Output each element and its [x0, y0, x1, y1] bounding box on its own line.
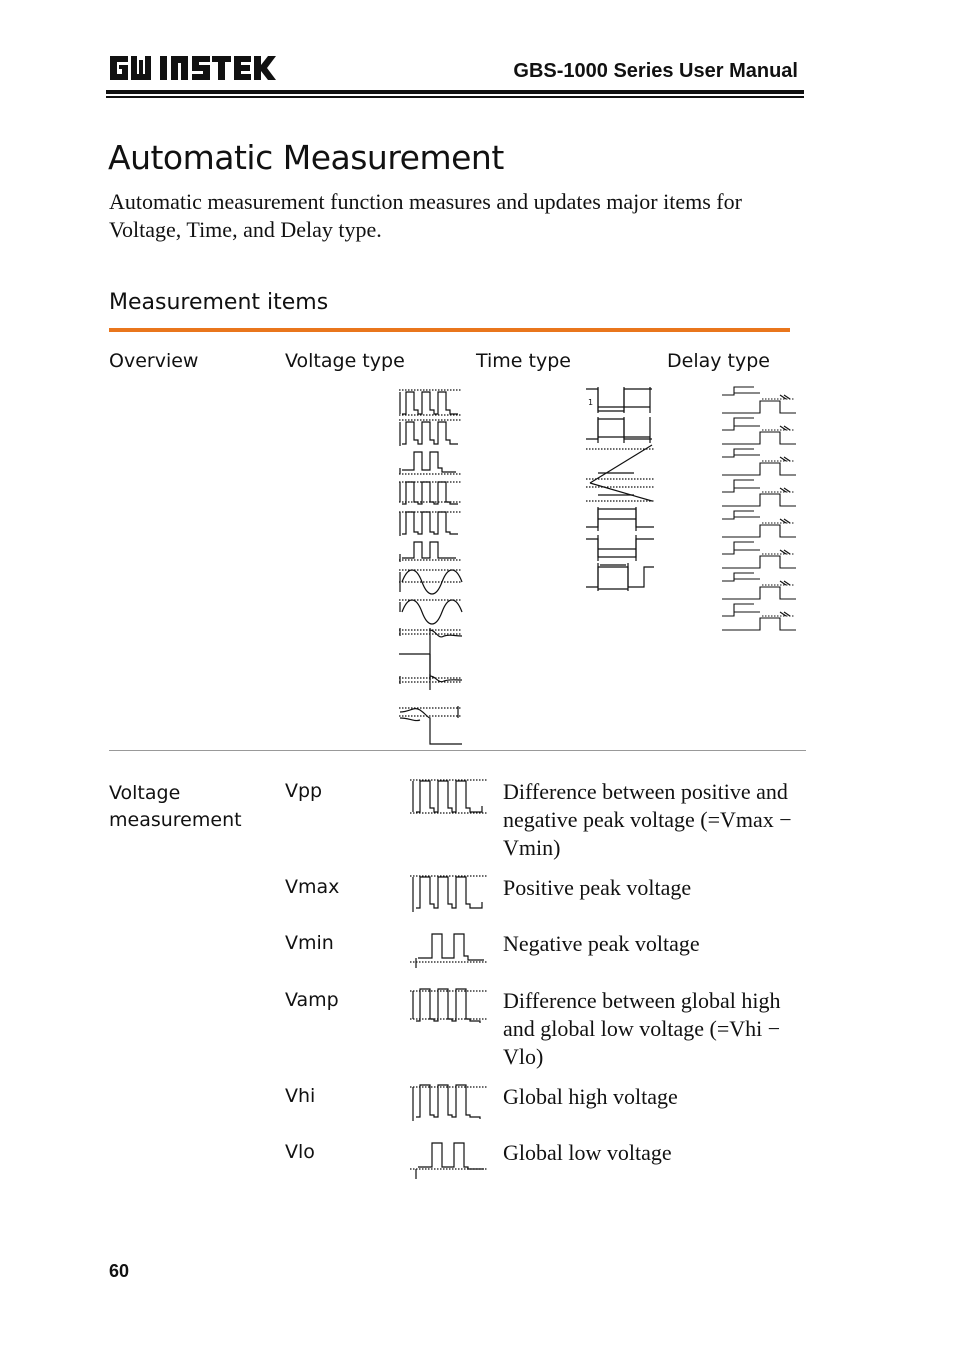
vmax-name: Vmax	[285, 876, 340, 898]
vpp-waveform-icon	[408, 778, 490, 816]
vmin-description: Negative peak voltage	[503, 931, 700, 956]
intro-paragraph: Automatic measurement function measures and updates major items for Voltage, Time, and Delay type.	[109, 189, 742, 242]
delay-type-label: Delay type	[667, 350, 770, 372]
page-title: Automatic Measurement	[108, 138, 504, 177]
vmax-description: Positive peak voltage	[503, 875, 692, 900]
vamp-description: Difference between global high and global low voltage (=Vhi − Vlo)	[503, 988, 781, 1069]
vmin-waveform-icon	[408, 930, 490, 970]
header-rule-thin	[106, 96, 804, 98]
time-type-label: Time type	[476, 350, 571, 372]
vmax-waveform-icon	[408, 874, 490, 914]
vpp-mini	[399, 390, 462, 415]
vamp-name: Vamp	[285, 989, 339, 1011]
vpp-name: Vpp	[285, 780, 323, 802]
overview-label: Overview	[109, 350, 199, 372]
section-rule	[109, 328, 790, 332]
voltage-type-label: Voltage type	[285, 350, 405, 372]
voltage-label-line2: measurement	[109, 809, 242, 831]
time-type-waveforms	[584, 385, 660, 595]
vpp-description: Difference between positive and negative peak voltage (=Vmax − Vmin)	[503, 779, 792, 860]
vhi-description: Global high voltage	[503, 1084, 678, 1109]
vmin-name: Vmin	[285, 932, 334, 954]
overview-divider	[109, 750, 806, 751]
gw-instek-logo	[108, 52, 278, 84]
page-number: 60	[109, 1261, 130, 1281]
vhi-name: Vhi	[285, 1085, 316, 1107]
voltage-type-waveforms	[396, 388, 466, 746]
vlo-description: Global low voltage	[503, 1140, 672, 1165]
delay-type-waveforms	[720, 385, 798, 635]
vlo-name: Vlo	[285, 1141, 315, 1163]
svg-text:1: 1	[588, 398, 594, 407]
vlo-waveform-icon	[408, 1139, 490, 1181]
vamp-waveform-icon	[408, 987, 490, 1027]
section-heading: Measurement items	[109, 290, 329, 315]
vhi-waveform-icon	[408, 1083, 490, 1123]
voltage-label-line1: Voltage	[109, 782, 181, 804]
voltage-measurement-label	[109, 780, 242, 834]
header-rule	[106, 90, 804, 94]
manual-title: GBS-1000 Series User Manual	[513, 60, 798, 82]
